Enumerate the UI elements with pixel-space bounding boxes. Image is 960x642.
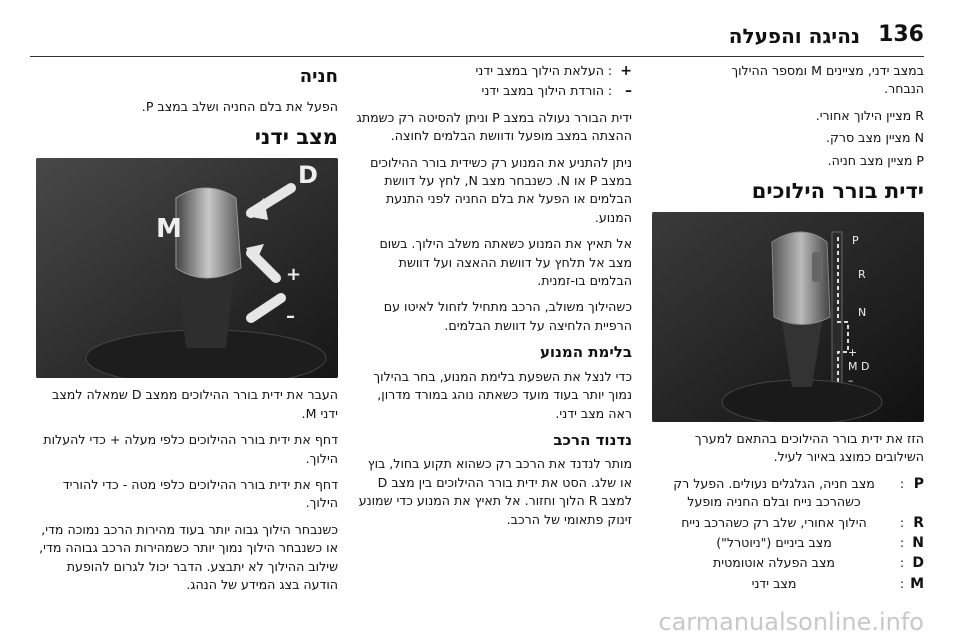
page-number: 136 — [878, 22, 924, 47]
position-m: M : מצב ידני — [751, 575, 924, 592]
rocking-text: מותר לנדנד את הרכב רק כשהוא תקוע בחול, בוץ או שלג. הסט את ידית בורר ההילוכים בין מצב D למצב R הלוך וחזור. אל תאיץ את המנוע כדי שמונע זינוק פתאומי של הרכב. — [358, 456, 632, 527]
lock-text: ידית הבורר נעולה במצב P וניתן להסיטה רק כשמתג ההצתה במצב מופעל ודוושת הבלמים לחוצה. — [356, 109, 632, 144]
shift-definitions — [356, 62, 632, 101]
shift-down: – : הורדת הילוך במצב ידני — [481, 83, 632, 100]
indicator-r: R מציין הילוך אחורי. — [815, 107, 924, 123]
subheading-engine-braking: בלימת המנוע — [539, 343, 632, 362]
figure-label-plus: + — [286, 264, 302, 286]
gate-label-minus: – — [848, 374, 854, 388]
header-rule — [30, 56, 924, 57]
manual-p3: דחף את ידית בורר ההילוכים כלפי מטה - כדי להוריד הילוך. — [62, 477, 338, 511]
parking-text: הפעל את בלם החניה ושלב במצב P. — [141, 99, 338, 114]
right-column — [652, 62, 924, 595]
gate-label-n: N — [858, 306, 867, 320]
manual-mode-gear-lever-image — [36, 158, 338, 378]
manual-p1: העבר את ידית בורר ההילוכים ממצב D שמאלה למצב ידני M. — [52, 387, 338, 421]
gate-label-p: P — [852, 234, 859, 248]
move-lever-text: הזז את ידית בורר ההילוכים בהתאם למערך השילובים כמוצג באיור לעיל. — [694, 431, 924, 465]
watermark: carmanualsonline.info — [658, 608, 924, 636]
figure-label-d: D — [298, 161, 318, 190]
gate-label-md: M D — [848, 360, 870, 374]
intro-line-1: במצב ידני, מציינים M ומספר ההילוך — [731, 63, 924, 78]
section-heading-parking: חניה — [299, 66, 338, 87]
indicator-p: P מציין מצב חניה. — [827, 152, 924, 168]
manual-indicator-text — [652, 62, 924, 99]
figure-label-minus: – — [286, 306, 295, 328]
page-title: נהיגה והפעלה — [728, 24, 860, 48]
manual-p2: דחף את ידית בורר ההילוכים כלפי מעלה + כדי להעלות הילוך. — [43, 432, 338, 466]
manual-p4: כשנבחר הילוך גבוה יותר בעוד מהירות הרכב נמוכה מדי, או כשנבחר הילוך נמוך יותר כשמהירות הרכב גבוהה מדי, שילוב ההילוך לא יתבצע. הדבר יכול לגרום להופעת הודעה בצג המידע של הנהג. — [39, 521, 338, 593]
engine-braking-text: כדי לנצל את השפעת בלימת המנוע, בחר בהילוך נמוך יותר בעוד מועד כשאתה נוהג במורד מדרון, ראה מצב ידני. — [373, 368, 632, 421]
no-accelerate-text: אל תאיץ את המנוע כשאתה משלב הילוך. בשום מצב אל תלחץ על דוושת ההאצה ועל דוושת הבלמים בו-זמנית. — [379, 236, 632, 289]
subheading-rocking: נדנוד הרכב — [553, 430, 632, 449]
section-heading-selector: ידית בורר הילוכים — [751, 179, 924, 204]
intro-line-2: הנבחר. — [884, 81, 924, 97]
position-p: P : מצב חניה, הגלגלים נעולים. הפעל רק כשהרכב נייח ובלם החניה מופעל — [673, 475, 924, 510]
section-heading-manual: מצב ידני — [254, 125, 338, 150]
position-definitions — [652, 475, 924, 593]
position-d: D : מצב הפעלה אוטומטית — [713, 555, 924, 572]
figure-label-m: M — [156, 214, 182, 245]
gate-label-plus: + — [848, 346, 858, 360]
shift-up: + : העלאת הילוך במצב ידני — [475, 63, 632, 79]
creep-text: כשהילוך משולב, הרכב מתחיל לזחול לאיטו עם הרפיית הלחיצה על דוושת הבלמים. — [383, 299, 632, 333]
middle-column — [356, 62, 632, 537]
start-engine-text: ניתן להתניע את המנוע רק כשידית בורר ההילוכים במצב P או N. כשנבחר מצב N, לחץ על דוושת הבלמים או הפעל את בלם החניה לפני התנעת המנוע. — [370, 154, 632, 225]
position-n: N : מצב ביניים ("ניוטרל") — [716, 535, 924, 552]
gear-selector-gate-image — [652, 212, 924, 422]
left-column — [36, 62, 338, 602]
gate-label-r: R — [858, 268, 866, 282]
position-r: R : הילוך אחורי, שלב רק כשהרכב נייח — [681, 514, 924, 531]
indicator-n: N מציין מצב סרק. — [825, 130, 924, 146]
page-header — [0, 0, 960, 60]
